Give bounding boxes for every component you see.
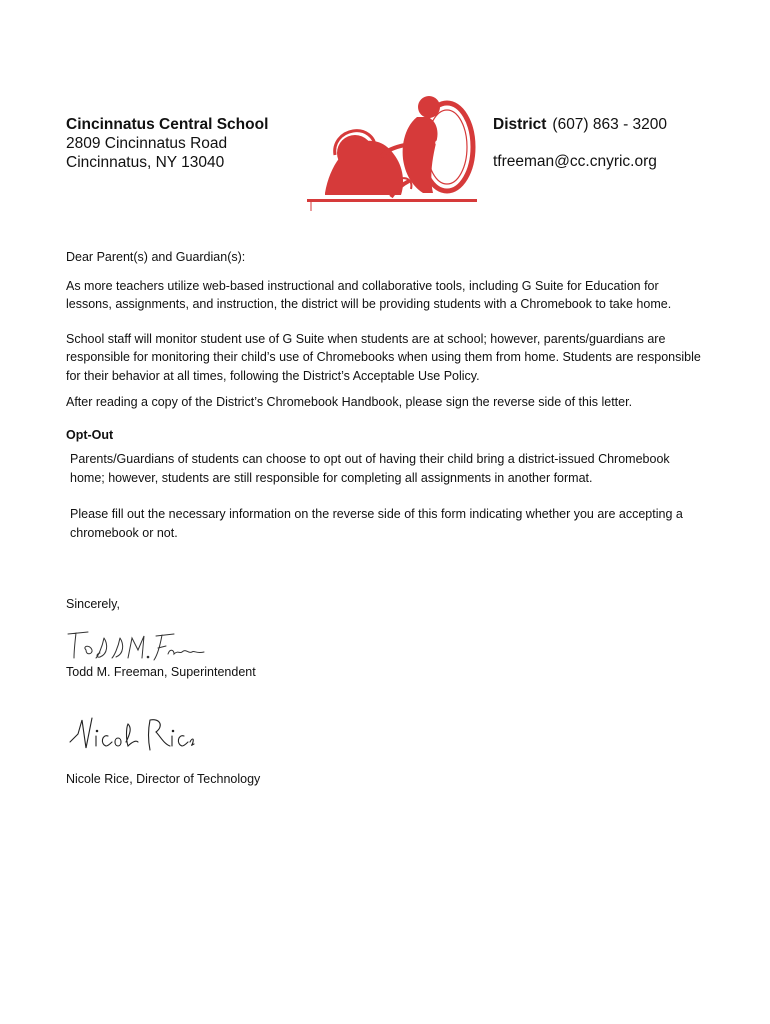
logo-text-school: SCHOOL — [435, 148, 463, 155]
signatory-rice: Nicole Rice, Director of Technology — [66, 772, 261, 786]
letter-body — [66, 248, 706, 566]
signatory-freeman: Todd M. Freeman, Superintendent — [66, 665, 256, 679]
signature-rice — [66, 712, 196, 757]
optout-heading: Opt-Out — [66, 427, 114, 442]
contact-email: tfreeman@cc.cnyric.org — [493, 153, 657, 170]
greeting: Dear Parent(s) and Guardian(s): — [66, 250, 246, 264]
district-label: District — [493, 116, 547, 133]
school-seal-logo-icon — [305, 85, 485, 215]
paragraph-optout: Parents/Guardians of students can choose to opt out of having their child bring a district-issued Chromebook home; however, students are still responsible for completing all assignments in another format. — [70, 452, 670, 485]
paragraph-reverse-side: Please fill out the necessary information on the reverse side of this form indicating whether you are accepting a chromebook or not. — [70, 507, 683, 540]
school-name: Cincinnatus Central School — [66, 116, 269, 133]
paragraph-chromebook-intro: As more teachers utilize web-based instructional and collaborative tools, including G Suite for Education for lessons, assignments, and instruction, the district will be providing students with a Chromebook to take home. — [66, 278, 672, 311]
street-address: 2809 Cincinnatus Road — [66, 135, 228, 152]
logo-text-central: CENTRAL — [435, 140, 467, 147]
district-phone: (607) 863 - 3200 — [552, 116, 668, 133]
district-contact-block — [493, 115, 667, 171]
paragraph-monitoring: School staff will monitor student use of G Suite when students are at school; however, parents/guardians are responsible for monitoring their child’s use of Chromebooks when using them from home. Students are responsible for their behavior at all times, following the District’s Acceptable Use Policy. — [66, 331, 701, 383]
city-state-zip: Cincinnatus, NY 13040 — [66, 154, 225, 171]
school-address-block — [66, 115, 268, 172]
signature-freeman — [66, 624, 206, 664]
paragraph-handbook: After reading a copy of the District’s Chromebook Handbook, please sign the reverse side of this letter. — [66, 395, 633, 409]
closing: Sincerely, — [66, 597, 120, 611]
